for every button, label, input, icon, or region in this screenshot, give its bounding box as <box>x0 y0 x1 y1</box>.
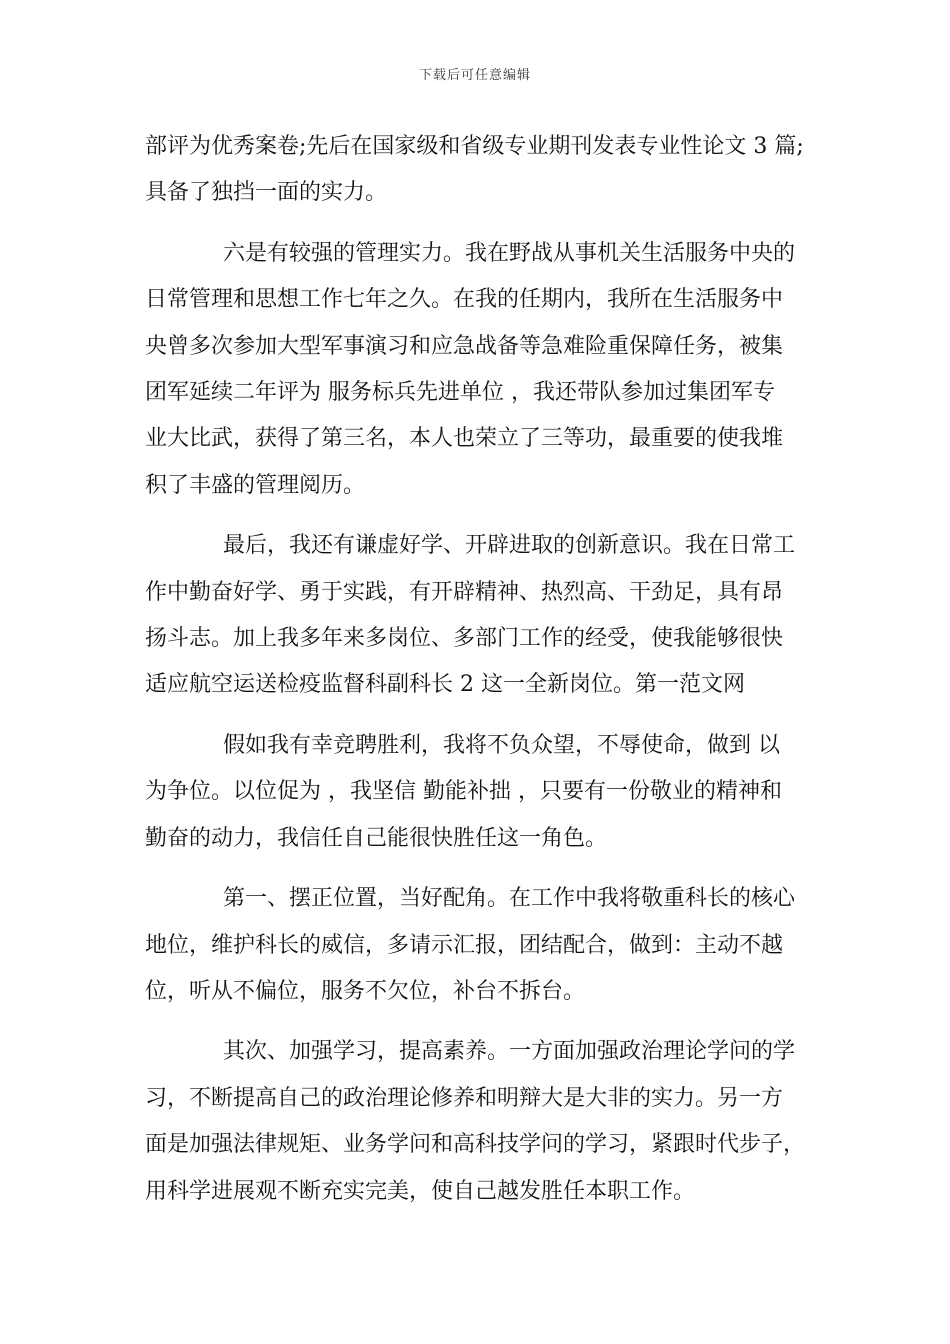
text-line: 地位，维护科长的威信，多请示汇报，团结配合，做到：主动不越 <box>145 932 784 958</box>
text-line: 扬斗志。加上我多年来多岗位、多部门工作的经受，使我能够很快 <box>145 626 784 652</box>
text-line: 团军延续二年评为 服务标兵先进单位 ，我还带队参加过集团军专 <box>145 380 775 406</box>
paragraph-2 <box>145 231 810 509</box>
text-line: 最后，我还有谦虚好学、开辟进取的创新意识。我在日常工 <box>223 533 796 559</box>
text-line: 积了丰盛的管理阅历。 <box>145 472 366 498</box>
text-line: 位，听从不偏位，服务不欠位，补台不拆台。 <box>145 978 586 1004</box>
text-line: 假如我有幸竞聘胜利，我将不负众望，不辱使命，做到 以 <box>223 732 780 758</box>
text-line: 勤奋的动力，我信任自己能很快胜任这一角色。 <box>145 825 608 851</box>
text-line: 部评为优秀案卷;先后在国家级和省级专业期刊发表专业性论文 3 篇; <box>145 134 804 159</box>
text-line: 具备了独挡一面的实力。 <box>145 180 388 206</box>
text-line: 其次、加强学习，提高素养。一方面加强政治理论学问的学 <box>223 1039 796 1065</box>
document-body <box>145 124 810 1215</box>
paragraph-4 <box>145 723 810 862</box>
paragraph-5 <box>145 876 810 1015</box>
text-line: 习，不断提高自己的政治理论修养和明辩大是大非的实力。另一方 <box>145 1085 784 1111</box>
text-line: 第一、摆正位置，当好配角。在工作中我将敬重科长的核心 <box>223 886 796 912</box>
paragraph-3 <box>145 523 810 709</box>
text-line: 日常管理和思想工作七年之久。在我的任期内，我所在生活服务中 <box>145 287 784 313</box>
paragraph-1 <box>145 124 810 217</box>
text-line: 六是有较强的管理实力。我在野战从事机关生活服务中央的 <box>223 240 796 266</box>
paragraph-6 <box>145 1029 810 1215</box>
text-line: 央曾多次参加大型军事演习和应急战备等急难险重保障任务，被集 <box>145 333 784 359</box>
text-line: 适应航空运送检疫监督科副科长 2 这一全新岗位。第一范文网 <box>145 672 745 698</box>
text-line: 业大比武，获得了第三名，本人也荣立了三等功，最重要的使我堆 <box>145 426 784 452</box>
text-line: 作中勤奋好学、勇于实践，有开辟精神、热烈高、干劲足，具有昂 <box>145 579 784 605</box>
text-line: 用科学进展观不断充实完美，使自己越发胜任本职工作。 <box>145 1178 696 1204</box>
page-header: 下载后可任意编辑 <box>418 68 531 83</box>
text-line: 为争位。以位促为 ，我坚信 勤能补拙 ，只要有一份敬业的精神和 <box>145 779 782 805</box>
text-line: 面是加强法律规矩、业务学问和高科技学问的学习，紧跟时代步子， <box>145 1132 806 1158</box>
